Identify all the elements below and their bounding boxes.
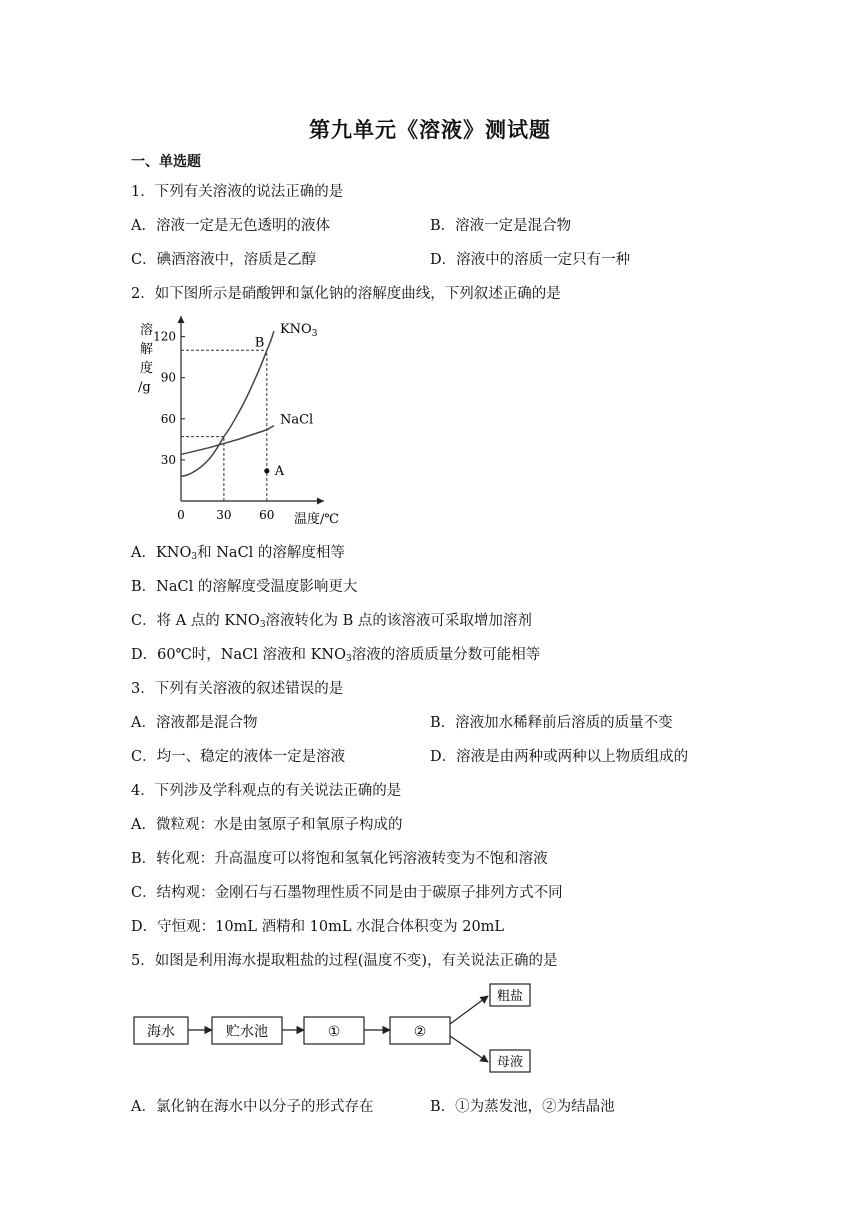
q3-option-c: C．均一、稳定的液体一定是溶液 [131,749,346,765]
flow-box-reservoir-label: 贮水池 [226,1024,268,1040]
q1-option-c: C．碘酒溶液中，溶质是乙醇 [131,252,317,268]
q4-stem: 4．下列涉及学科观点的有关说法正确的是 [131,783,402,799]
q4-option-d: D．守恒观：10mL 酒精和 10mL 水混合体积变为 20mL [131,919,505,935]
flow-box-step-2-label: ② [413,1024,427,1040]
solubility-chart [128,308,348,530]
flow-box-step-1-label: ① [327,1024,341,1040]
q5-stem: 5．如图是利用海水提取粗盐的过程(温度不变)，有关说法正确的是 [131,953,558,969]
q1-stem: 1．下列有关溶液的说法正确的是 [131,184,344,200]
q2-option-d: D．60℃时，NaCl 溶液和 $KNO_3$溶液的溶质质量分数可能相等 [131,647,541,664]
x-axis-label: 温度/℃ [294,512,339,527]
x-axis-arrow [317,498,324,505]
x-tick-label: 30 [216,508,232,522]
page-title: 第九单元《溶液》测试题 [309,117,551,142]
y-tick-label: 90 [160,370,176,385]
y-tick-label: 30 [160,452,176,467]
series-kno3-curve [181,331,274,476]
y-axis-label-char: 溶 [140,323,154,338]
series-nacl-label: NaCl [279,412,314,428]
q4-option-b: B．转化观：升高温度可以将饱和氢氧化钙溶液转变为不饱和溶液 [131,851,548,867]
q3-stem: 3．下列有关溶液的叙述错误的是 [131,681,344,697]
q4-option-a: A．微粒观：水是由氢原子和氧原子构成的 [131,817,403,833]
y-tick-label: 120 [153,329,176,344]
series-kno3-label: $KNO_3$ [279,322,318,340]
x-tick-label: 60 [259,508,275,522]
flow-output-mother-liquor-label: 母液 [496,1055,524,1070]
q3-option-b: B．溶液加水稀释前后溶质的质量不变 [430,715,673,731]
q4-option-c: C．结构观：金刚石与石墨物理性质不同是由于碳原子排列方式不同 [131,885,563,901]
sea-salt-flow-diagram [128,978,548,1078]
q5-option-b: B．①为蒸发池，②为结晶池 [430,1099,615,1115]
x-tick-label: 0 [177,508,185,522]
q1-option-b: B．溶液一定是混合物 [430,218,572,234]
y-axis-label-char: 解 [140,342,154,357]
y-axis-label-char: 度 [140,361,154,376]
section-heading: 一、单选题 [131,154,201,170]
series-nacl-curve [181,426,274,455]
point-a-dot [264,468,269,473]
q5-option-a: A．氯化钠在海水中以分子的形式存在 [131,1099,374,1115]
q2-option-a: A．$KNO_3$和 NaCl 的溶解度相等 [131,545,345,562]
point-a-label: A [274,463,285,479]
q1-option-a: A．溶液一定是无色透明的液体 [131,218,330,234]
y-axis-label-char: /g [138,380,151,395]
y-tick-label: 60 [160,411,176,426]
flow-box-seawater-label: 海水 [147,1024,175,1040]
q2-option-c: C．将 A 点的 $KNO_3$溶液转化为 B 点的该溶液可采取增加溶剂 [131,613,532,630]
point-b-label: B [254,335,265,351]
q3-option-a: A．溶液都是混合物 [131,715,258,731]
q2-option-b: B．NaCl 的溶解度受温度影响更大 [131,579,358,595]
q1-option-d: D．溶液中的溶质一定只有一种 [430,252,631,268]
y-axis-arrow [178,316,185,323]
q3-option-d: D．溶液是由两种或两种以上物质组成的 [430,749,689,765]
flow-output-crude-salt-label: 粗盐 [496,989,524,1004]
q2-stem: 2．如下图所示是硝酸钾和氯化钠的溶解度曲线，下列叙述正确的是 [131,286,561,302]
flow-arrow-up [450,996,488,1024]
flow-arrow-down [450,1036,488,1062]
